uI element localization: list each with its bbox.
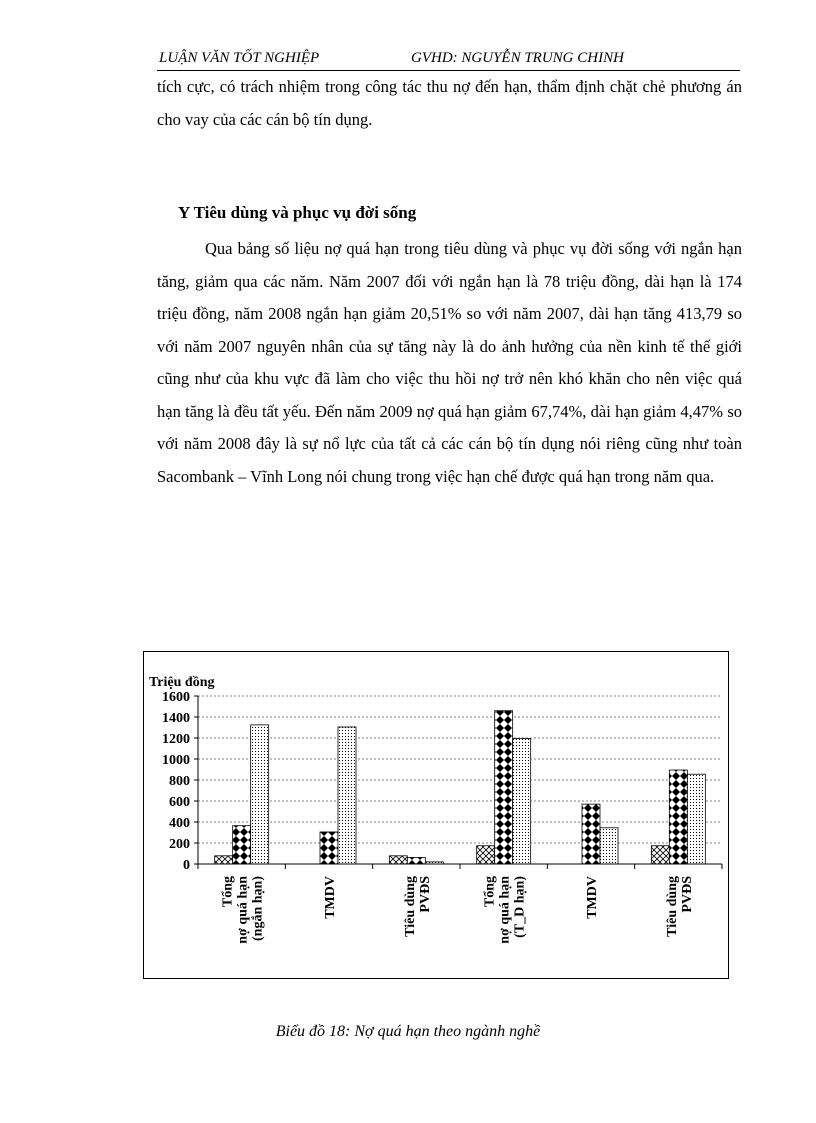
bar-2007-cat-6 <box>651 846 669 864</box>
y-tick-label: 1400 <box>162 711 190 726</box>
x-category-label: Tiêu dùng <box>402 876 418 937</box>
header-thesis-title: LUẬN VĂN TỐT NGHIỆP <box>159 50 320 66</box>
bar-chart <box>144 652 728 978</box>
x-category-label: PVĐS <box>417 876 433 913</box>
y-tick-label: 600 <box>169 795 190 810</box>
y-tick-label: 1600 <box>162 690 190 705</box>
x-category-label: Tiêu dùng <box>664 876 680 937</box>
bar-2009-cat-4 <box>513 739 531 864</box>
bar-2008-cat-3 <box>407 857 425 864</box>
x-category-label: nợ quá hạn <box>235 876 251 944</box>
y-tick-label: 1200 <box>162 732 190 747</box>
bar-2007-cat-3 <box>389 856 407 864</box>
y-axis-title: Triệu đồng <box>149 675 215 690</box>
y-tick-label: 0 <box>183 858 190 873</box>
header-advisor: GVHD: NGUYỄN TRUNG CHINH <box>411 50 624 66</box>
x-category-label: Tổng <box>220 876 236 908</box>
y-tick-label: 1000 <box>162 753 190 768</box>
bar-2009-cat-2 <box>338 727 356 864</box>
y-tick-label: 800 <box>169 774 190 789</box>
x-category-label: PVĐS <box>679 876 695 913</box>
x-category-label: TMDV <box>323 876 338 919</box>
x-category-label: Tổng <box>482 876 498 908</box>
bar-2009-cat-1 <box>251 725 269 864</box>
paragraph-2: Qua bảng số liệu nợ quá hạn trong tiêu dùng và phục vụ đời sống với ngắn hạn tăng, giảm qua các năm. Năm 2007 đối với ngắn hạn là 78 triệu đồng, dài hạn là 174 triệu đồng, năm 2008 ngắn hạn giảm 20,51% so với năm 2007, dài hạn tăng 413,79 so với năm 2007 nguyên nhân của sự tăng này là do ảnh hưởng của nền kinh tế thế giới cũng như của khu vực đã làm cho việc thu hồi nợ trở nên khó khăn cho nên việc quá hạn tăng là đều tất yếu. Đến năm 2009 nợ quá hạn giảm 67,74%, dài hạn giảm 4,47% so với năm 2008 đây là sự nổ lực của tất cả các cán bộ tín dụng nói riêng cũng như toàn Sacombank – Vĩnh Long nói chung trong việc hạn chế được quá hạn trong năm qua. <box>157 239 742 486</box>
bar-2009-cat-6 <box>687 774 705 864</box>
bar-2009-cat-5 <box>600 828 618 864</box>
bar-2008-cat-6 <box>669 770 687 864</box>
y-tick-label: 200 <box>169 837 190 852</box>
chart-frame <box>143 651 729 979</box>
bar-2008-cat-5 <box>582 804 600 864</box>
x-category-label: TMDV <box>585 876 600 919</box>
bar-2008-cat-4 <box>495 711 513 864</box>
paragraph-1: tích cực, có trách nhiệm trong công tác thu nợ đến hạn, thẩm định chặt chẻ phương án cho vay của các cán bộ tín dụng. <box>157 77 742 129</box>
x-category-label: nợ quá hạn <box>497 876 513 944</box>
bar-2008-cat-1 <box>233 826 251 864</box>
figure-caption: Biểu đồ 18: Nợ quá hạn theo ngành nghề <box>275 1023 541 1040</box>
section-heading: Y Tiêu dùng và phục vụ đời sống <box>178 203 417 222</box>
x-category-label: (T_D hạn) <box>512 876 528 938</box>
bar-2007-cat-4 <box>477 846 495 864</box>
bar-2007-cat-1 <box>215 856 233 864</box>
bar-2008-cat-2 <box>320 832 338 864</box>
y-tick-label: 400 <box>169 816 190 831</box>
x-category-label: (ngắn hạn) <box>250 876 266 941</box>
page-header <box>157 48 740 71</box>
